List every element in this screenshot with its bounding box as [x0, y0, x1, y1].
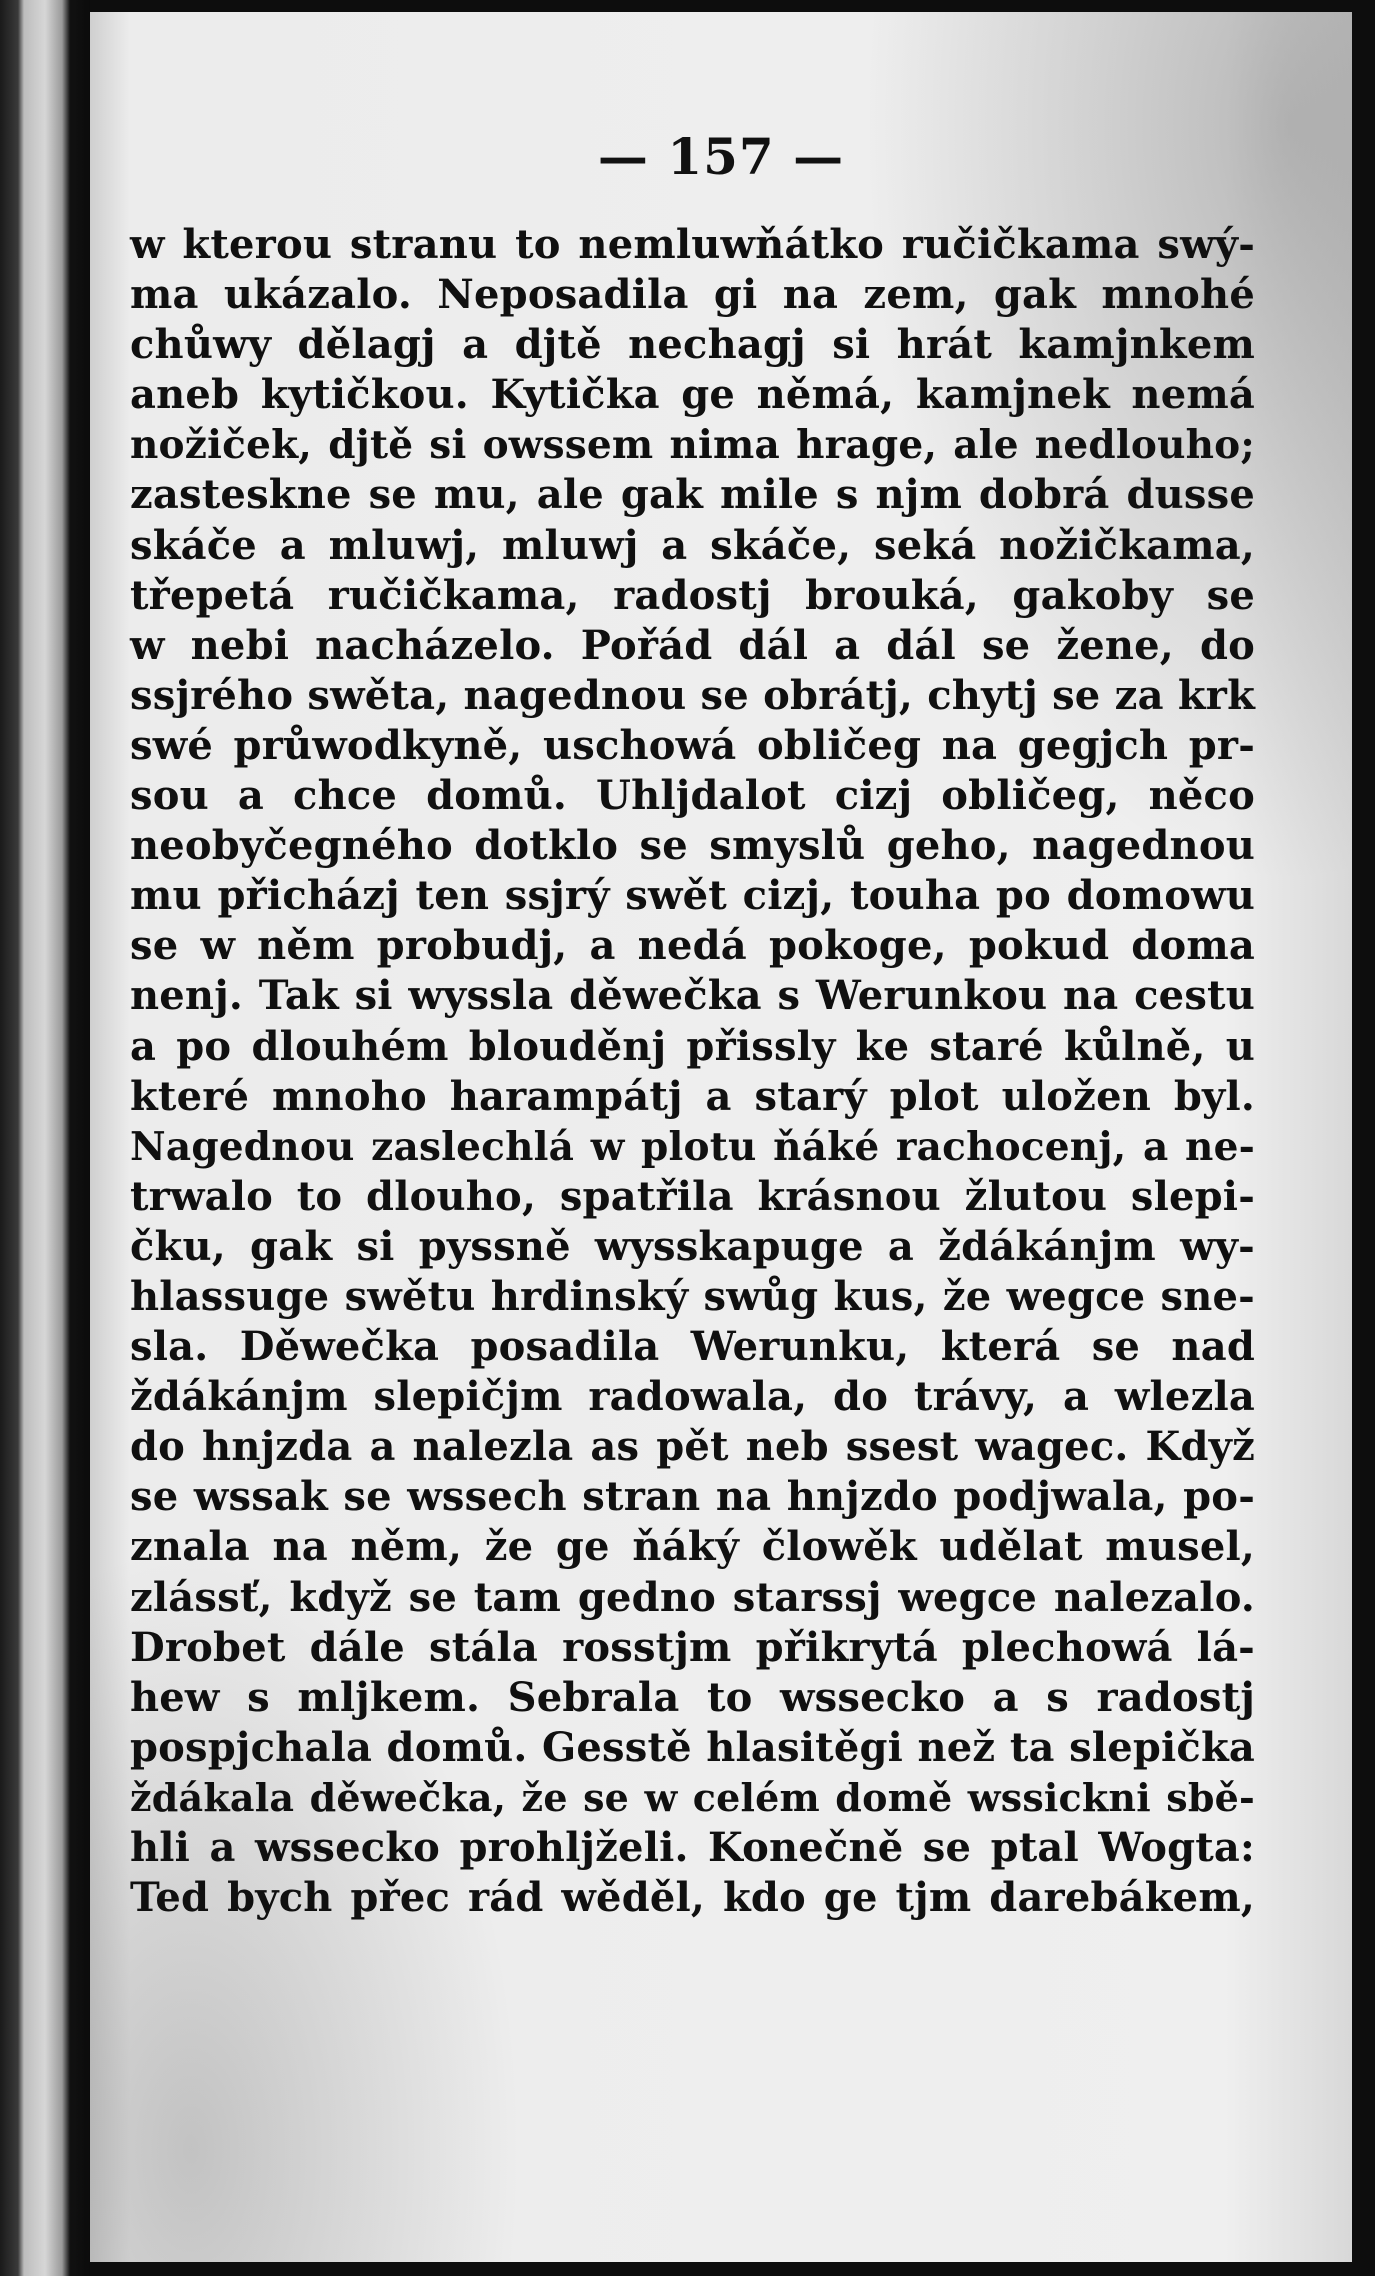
text-line: do hnjzda a nalezla as pět neb ssest wagec. Když	[130, 1423, 1255, 1471]
text-line: w nebi nacházelo. Pořád dál a dál se žene, do	[130, 621, 1255, 669]
text-line: Ted bych přec rád wěděl, kdo ge tjm darebákem,	[130, 1874, 1255, 1922]
text-line: třepetá ručičkama, radostj brouká, gakoby se	[130, 571, 1255, 619]
text-line: sou a chce domů. Uhljdalot cizj obličeg, něco	[130, 772, 1255, 820]
text-line: hli a wssecko prohljželi. Konečně se ptal Wogta:	[130, 1824, 1255, 1871]
text-line: znala na něm, že ge ňáký člowěk udělat musel,	[130, 1523, 1255, 1571]
text-line: zlássť, když se tam gedno starssj wegce nalezalo.	[130, 1573, 1255, 1621]
text-line: aneb kytičkou. Kytička ge němá, kamjnek nemá	[130, 371, 1255, 419]
text-line: swé průwodkyně, uschowá obličeg na gegjch pr-	[130, 721, 1255, 769]
text-line: nenj. Tak si wyssla děwečka s Werunkou na cestu	[130, 972, 1255, 1020]
text-line: ždákala děwečka, že se w celém domě wssickni sbě-	[130, 1774, 1255, 1820]
text-line: ždákánjm slepičjm radowala, do trávy, a wlezla	[130, 1373, 1255, 1421]
text-line: zasteskne se mu, ale gak mile s njm dobrá dusse	[130, 471, 1255, 519]
body-text	[130, 220, 1255, 1923]
text-line: hlassuge swětu hrdinský swůg kus, že wegce sne-	[130, 1272, 1255, 1320]
book-page	[90, 12, 1352, 2262]
text-line: a po dlouhém blouděnj přissly ke staré kůlně, u	[130, 1022, 1255, 1070]
text-line: ssjrého swěta, nagednou se obrátj, chytj se za krk	[130, 671, 1255, 719]
text-line: mu přicházj ten ssjrý swět cizj, touha po domowu	[130, 872, 1255, 920]
text-line: ma ukázalo. Neposadila gi na zem, gak mnohé	[130, 271, 1255, 319]
page-number: — 157 —	[597, 127, 845, 186]
text-line: w kterou stranu to nemluwňátko ručičkama swý-	[130, 221, 1255, 268]
text-line: které mnoho harampátj a starý plot uložen byl.	[130, 1072, 1255, 1120]
text-line: chůwy dělagj a djtě nechagj si hrát kamjnkem	[130, 321, 1255, 369]
text-line: skáče a mluwj, mluwj a skáče, seká nožičkama,	[130, 521, 1255, 569]
text-line: Drobet dále stála rosstjm přikrytá plechowá lá-	[130, 1623, 1255, 1671]
text-line: Nagednou zaslechlá w plotu ňáké rachocenj, a ne-	[130, 1123, 1255, 1170]
text-line: sla. Děwečka posadila Werunku, která se nad	[130, 1323, 1255, 1371]
text-line: pospjchala domů. Gesstě hlasitěgi než ta slepička	[130, 1723, 1255, 1771]
text-line: trwalo to dlouho, spatřila krásnou žlutou slepi-	[130, 1172, 1255, 1220]
text-line: hew s mljkem. Sebrala to wssecko a s radostj	[130, 1673, 1255, 1721]
book-binding	[0, 0, 90, 2276]
text-line: čku, gak si pyssně wysskapuge a ždákánjm wy-	[130, 1222, 1255, 1270]
text-line: neobyčegného dotklo se smyslů geho, nagednou	[130, 822, 1255, 870]
text-line: se w něm probudj, a nedá pokoge, pokud doma	[130, 922, 1255, 970]
text-line: nožiček, djtě si owssem nima hrage, ale nedlouho;	[130, 422, 1255, 469]
text-line: se wssak se wssech stran na hnjzdo podjwala, po-	[130, 1473, 1255, 1521]
